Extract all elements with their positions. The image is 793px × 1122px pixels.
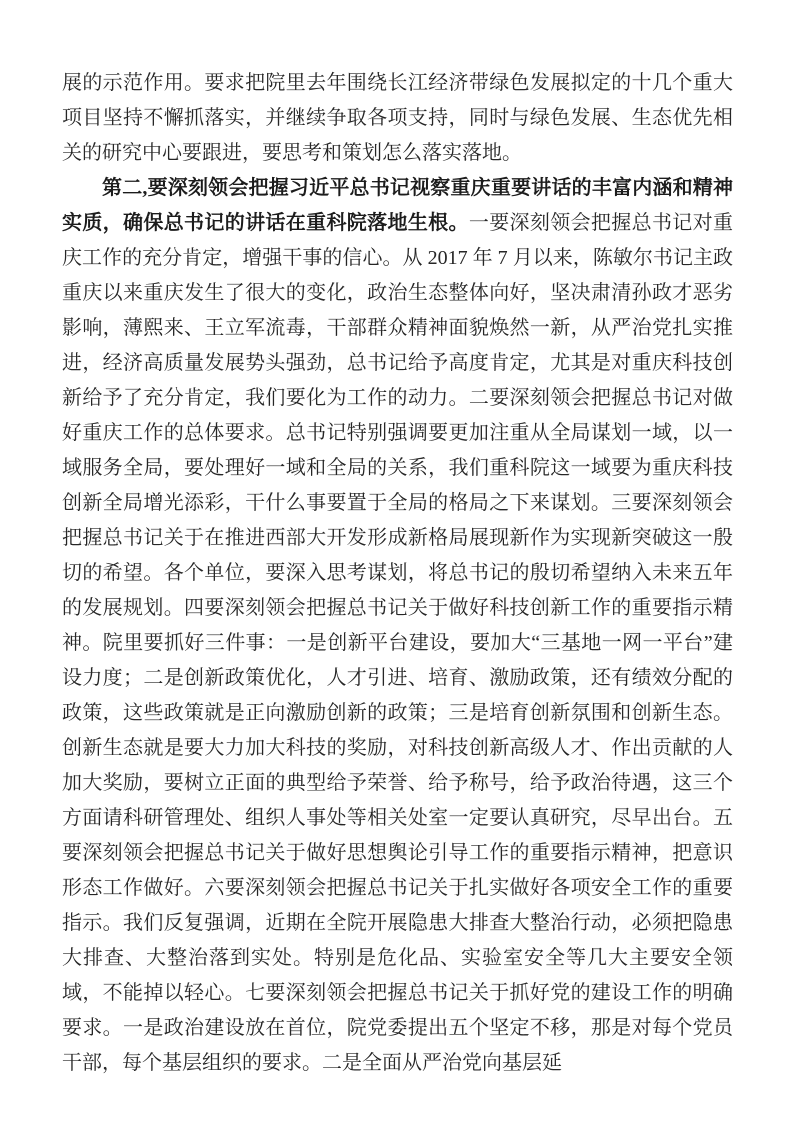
paragraph-second-bold-lead: 第二,要深刻领会把握习近平总书记视察重庆重要讲话的丰富内涵和精神实质，确保总书记的讲话在重科院落地生根。: [62, 177, 733, 234]
paragraph-second-body: 一要深刻领会把握总书记对重庆工作的充分肯定，增强干事的信心。从 2017 年 7 月以来，陈敏尔书记主政重庆以来重庆发生了很大的变化，政治生态整体向好，坚决肃清孙政才恶劣影响，薄熙来、王立军流毒，干部群众精神面貌焕然一新，从严治党扎实推进，经济高质量发展势头强劲，总书记给予高度肯定，尤其是对重庆科技创新给予了充分肯定，我们要化为工作的动力。二要深刻领会把握总书记对做好重庆工作的总体要求。总书记特别强调要更加注重从全局谋划一域，以一域服务全局，要处理好一域和全局的关系，我们重科院这一域要为重庆科技创新全局增光添彩，干什么事要置于全局的格局之下来谋划。三要深刻领会把握总书记关于在推进西部大开发形成新格局展现新作为实现新突破这一殷切的希望。各个单位，要深入思考谋划，将总书记的殷切希望纳入未来五年的发展规划。四要深刻领会把握总书记关于做好科技创新工作的重要指示精神。院里要抓好三件事：一是创新平台建设，要加大“三基地一网一平台”建设力度；二是创新政策优化，人才引进、培育、激励政策，还有绩效分配的政策，这些政策就是正向激励创新的政策；三是培育创新氛围和创新生态。创新生态就是要大力加大科技的奖励，对科技创新高级人才、作出贡献的人加大奖励，要树立正面的典型给予荣誉、给予称号，给予政治待遇，这三个方面请科研管理处、组织人事处等相关处室一定要认真研究，尽早出台。五要深刻领会把握总书记关于做好思想舆论引导工作的重要指示精神，把意识形态工作做好。六要深刻领会把握总书记关于扎实做好各项安全工作的重要指示。我们反复强调，近期在全院开展隐患大排查大整治行动，必须把隐患大排查、大整治落到实处。特别是危化品、实验室安全等几大主要安全领域，不能掉以轻心。七要深刻领会把握总书记关于抓好党的建设工作的明确要求。一是政治建设放在首位，院党委提出五个坚定不移，那是对每个党员干部，每个基层组织的要求。二是全面从严治党向基层延: [62, 212, 733, 1074]
document-body: [62, 66, 733, 1081]
paragraph-second: [62, 171, 733, 1081]
paragraph-continuation: 展的示范作用。要求把院里去年围绕长江经济带绿色发展拟定的十几个重大项目坚持不懈抓落实，并继续争取各项支持，同时与绿色发展、生态优先相关的研究中心要跟进，要思考和策划怎么落实落地。: [62, 72, 733, 164]
